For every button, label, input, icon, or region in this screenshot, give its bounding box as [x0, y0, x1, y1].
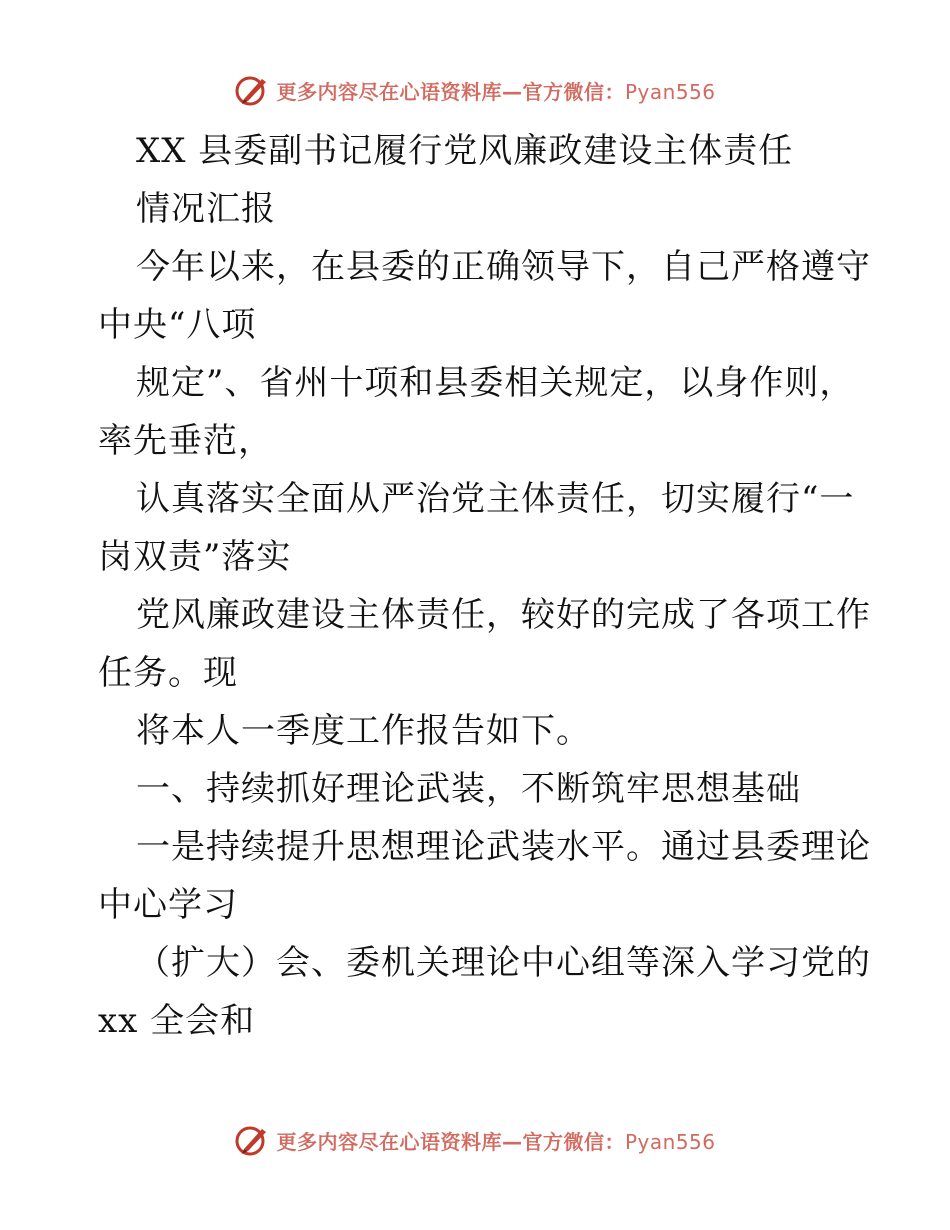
document-body: [98, 122, 871, 1050]
pen-logo-icon: [234, 73, 270, 107]
watermark-text: 更多内容尽在心语资料库—官方微信：: [276, 1129, 625, 1154]
text-line: 中心学习: [98, 885, 238, 925]
text-line: 党风廉政建设主体责任，较好的完成了各项工作: [136, 595, 871, 635]
text-line: 规定”、省州十项和县委相关规定，以身作则，: [136, 363, 855, 403]
pen-logo-icon: [234, 1123, 270, 1157]
watermark-id: Pyan556: [624, 79, 716, 104]
text-line: 认真落实全面从严治党主体责任，切实履行“一: [136, 479, 855, 519]
text-line: 任务。现: [98, 653, 238, 693]
text-line: 今年以来，在县委的正确领导下，自己严格遵守: [136, 247, 871, 287]
text-line: 岗双责”落实: [98, 537, 292, 577]
text-line: 率先垂范，: [98, 421, 273, 461]
text-line: xx 全会和: [98, 1001, 256, 1041]
text-line: 将本人一季度工作报告如下。: [136, 711, 591, 751]
header-watermark: [0, 70, 950, 110]
text-line: 一、持续抓好理论武装，不断筑牢思想基础: [136, 769, 801, 809]
text-line: 中央“八项: [98, 305, 257, 345]
footer-watermark: [0, 1120, 950, 1160]
watermark-id: Pyan556: [624, 1129, 716, 1154]
watermark-text: 更多内容尽在心语资料库—官方微信：: [276, 79, 625, 104]
text-line: XX 县委副书记履行党风廉政建设主体责任: [136, 131, 794, 171]
text-line: 情况汇报: [136, 189, 276, 229]
text-line: 一是持续提升思想理论武装水平。通过县委理论: [136, 827, 871, 867]
text-line: （扩大）会、委机关理论中心组等深入学习党的: [136, 943, 871, 983]
